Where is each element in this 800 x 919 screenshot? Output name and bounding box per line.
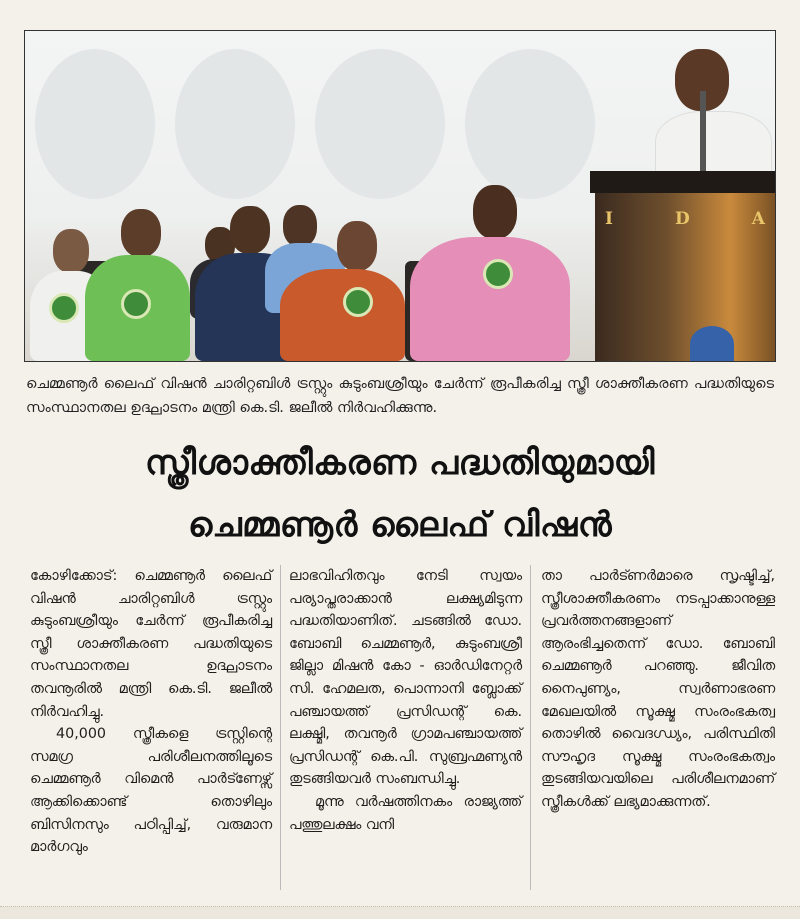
article-column-1 <box>30 565 280 890</box>
banner-letter-shape <box>315 49 445 199</box>
banner-letter-shape <box>175 49 295 199</box>
podium-letter: D <box>675 209 690 229</box>
banner-letter-shape <box>465 49 595 199</box>
rosette-badge <box>483 259 513 289</box>
headline-line-1: സ്ത്രീശാക്തീകരണ പദ്ധതിയുമായി <box>145 443 655 483</box>
page-edge <box>0 906 800 919</box>
microphone <box>700 91 706 181</box>
rosette-badge <box>343 287 373 317</box>
podium-globe-logo <box>690 326 734 362</box>
paragraph: കോഴിക്കോട്: ചെമ്മണൂർ ലൈഫ് വിഷൻ ചാരിറ്റബിൾ ട്രസ്റ്റും കുടുംബശ്രീയും ചേർന്ന് രൂപീകരിച്ച സ്ത്രീ ശാക്തീകരണ പദ്ധതിയുടെ സംസ്ഥാനതല ഉദ്ഘാടനം തവനൂരിൽ മന്ത്രി കെ.ടി. ജലീൽ നിർവഹിച്ചു. <box>30 568 272 720</box>
paragraph: താ പാർട്ണർമാരെ സൃഷ്ടിച്ച്, സ്ത്രീശാക്തീകരണം നടപ്പാക്കാനുള്ള പ്രവർത്തനങ്ങളാണ് ആരംഭിച്ചതെന്ന് ഡോ. ബോബി ചെമ്മണൂർ പറഞ്ഞു. ജീവിത നൈപുണ്യം, സ്വർണാഭരണ മേഖലയിൽ സൂക്ഷ്മ സംരംഭകത്വ തൊഴിൽ വൈദഗ്ധ്യം, പരിസ്ഥിതി സൗഹൃദ സൂക്ഷ്മ സംരംഭകത്വം തുടങ്ങിയവയിലെ പരിശീലനമാണ് സ്ത്രീകൾക്ക് ലഭ്യമാക്കുന്നത്. <box>541 568 775 810</box>
paragraph: ലാഭവിഹിതവും നേടി സ്വയം പര്യാപ്തരാക്കാൻ ലക്ഷ്യമിടുന്ന പദ്ധതിയാണിത്. ചടങ്ങിൽ ഡോ. ബോബി ചെമ്മണൂർ, കുടുംബശ്രീ ജില്ലാ മിഷൻ കോ - ഓർഡിനേറ്റർ സി. ഹേമലത, പൊന്നാനി ബ്ലോക്ക് പഞ്ചായത്ത് പ്രസിഡന്റ് കെ. ലക്ഷ്മി, തവനൂർ ഗ്രാമപഞ്ചായത്ത് പ്രസിഡന്റ് കെ.പി. സുബ്രഹ്മണ്യൻ തുടങ്ങിയവർ സംബന്ധിച്ചു. <box>289 568 522 788</box>
podium-lettering <box>605 209 765 229</box>
banner-letter-shape <box>35 49 155 199</box>
photo-caption: ചെമ്മണൂർ ലൈഫ് വിഷൻ ചാരിറ്റബിൾ ട്രസ്റ്റും കുടുംബശ്രീയും ചേർന്ന് രൂപീകരിച്ച സ്ത്രീ ശാക്തീകരണ പദ്ധതിയുടെ സംസ്ഥാനതല ഉദ്ഘാടനം മന്ത്രി കെ.ടി. ജലീൽ നിർവഹിക്കുന്നു. <box>26 376 774 416</box>
headline-line-2: ചെമ്മണൂർ ലൈഫ് വിഷൻ <box>187 505 612 545</box>
headline <box>20 432 780 556</box>
rosette-badge <box>121 289 151 319</box>
paragraph: മൂന്നു വർഷത്തിനകം രാജ്യത്ത് പത്തുലക്ഷം വനി <box>289 793 522 833</box>
paragraph: 40,000 സ്ത്രീകളെ ട്രസ്റ്റിന്റെ സമഗ്ര പരിശീലനത്തിലൂടെ ചെമ്മണൂർ വിമെൻ പാർട്ണേഴ്സ് ആക്കിക്കൊണ്ട് തൊഴിലും ബിസിനസും പഠിപ്പിച്ച്, വരുമാന മാർഗവും <box>30 726 272 856</box>
podium-letter: A <box>751 209 765 229</box>
podium-top <box>590 171 775 193</box>
article-body <box>30 565 775 890</box>
article-column-2 <box>280 565 530 890</box>
podium <box>595 176 775 361</box>
rosette-badge <box>49 293 79 323</box>
event-photo <box>24 30 776 362</box>
article-column-3 <box>530 565 775 890</box>
podium-letter: I <box>605 209 613 229</box>
